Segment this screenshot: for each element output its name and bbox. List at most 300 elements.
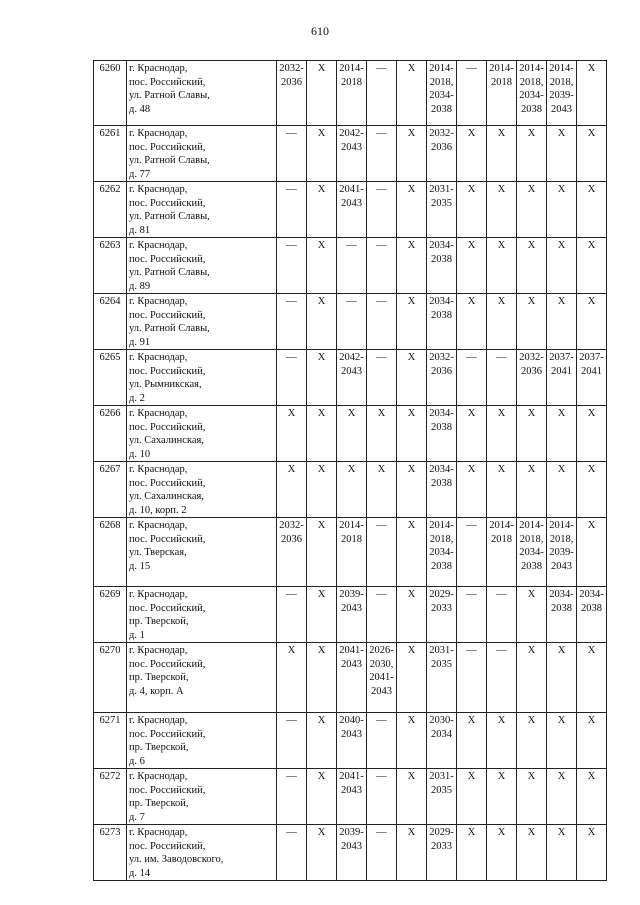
address-line: ул. Рымникская, <box>129 379 202 390</box>
address-line: пос. Российский, <box>129 533 206 545</box>
schedule-cell <box>517 126 547 182</box>
schedule-cell <box>397 713 427 769</box>
schedule-value: X <box>587 771 596 782</box>
schedule-cell <box>367 825 397 881</box>
schedule-value: 2034- <box>429 90 454 101</box>
schedule-value: 2034- <box>519 90 544 101</box>
schedule-cell <box>487 643 517 713</box>
address-line: пос. Российский, <box>129 477 206 489</box>
row-number-cell: 6270 <box>94 643 127 713</box>
schedule-cell <box>277 713 307 769</box>
schedule-cell <box>307 769 337 825</box>
schedule-value: — <box>376 184 387 195</box>
schedule-cell <box>517 350 547 406</box>
schedule-cell <box>457 294 487 350</box>
address-line: пос. Российский, <box>129 76 206 88</box>
schedule-cell <box>487 238 517 294</box>
schedule-cell <box>457 182 487 238</box>
row-number-cell: 6268 <box>94 518 127 587</box>
address-line: ул. им. Заводовского, <box>129 854 224 865</box>
schedule-cell <box>307 462 337 518</box>
row-number-cell: 6267 <box>94 462 127 518</box>
schedule-value: 2030, <box>369 658 394 670</box>
schedule-value: X <box>557 464 566 475</box>
schedule-value: — <box>376 352 387 363</box>
schedule-cell <box>307 182 337 238</box>
schedule-value: X <box>497 128 506 139</box>
schedule-cell <box>277 126 307 182</box>
schedule-value: 2035 <box>431 197 452 209</box>
schedule-value: 2036 <box>281 533 302 545</box>
schedule-value: 2014- <box>489 63 514 74</box>
address-cell <box>127 61 277 126</box>
schedule-cell <box>517 825 547 881</box>
schedule-value: X <box>347 408 356 419</box>
schedule-cell <box>427 462 457 518</box>
schedule-value: X <box>317 464 326 475</box>
schedule-cell <box>457 462 487 518</box>
schedule-cell <box>487 61 517 126</box>
row-number-cell: 6272 <box>94 769 127 825</box>
schedule-value: 2032- <box>279 520 304 531</box>
schedule-cell <box>367 238 397 294</box>
address-line: д. 10 <box>129 448 151 460</box>
schedule-value: 2031- <box>429 184 454 195</box>
address-line: пр. Тверской, <box>129 742 189 753</box>
schedule-value: 2034 <box>431 728 452 740</box>
schedule-cell <box>427 713 457 769</box>
schedule-cell <box>547 825 577 881</box>
schedule-value: 2018, <box>429 533 454 545</box>
schedule-value: 2035 <box>431 784 452 796</box>
schedule-value: X <box>527 408 536 419</box>
schedule-cell <box>427 61 457 126</box>
schedule-value: X <box>317 352 326 363</box>
schedule-value: 2043 <box>341 658 362 670</box>
schedule-cell <box>547 406 577 462</box>
schedule-cell <box>427 126 457 182</box>
schedule-cell <box>337 126 367 182</box>
schedule-value: X <box>377 464 386 475</box>
schedule-value: 2036 <box>281 76 302 88</box>
schedule-value: 2038 <box>521 103 542 115</box>
schedule-cell <box>547 350 577 406</box>
schedule-value: 2032- <box>429 352 454 363</box>
address-cell <box>127 350 277 406</box>
address-line: ул. Ратной Славы, <box>129 90 210 101</box>
schedule-value: X <box>407 296 416 307</box>
schedule-cell <box>547 713 577 769</box>
schedule-value: 2039- <box>339 827 364 838</box>
table-row <box>94 587 607 643</box>
schedule-value: — <box>376 827 387 838</box>
row-number-cell: 6260 <box>94 61 127 126</box>
schedule-cell <box>367 61 397 126</box>
schedule-value: — <box>376 240 387 251</box>
schedule-cell <box>337 587 367 643</box>
schedule-value: X <box>407 408 416 419</box>
schedule-cell <box>307 713 337 769</box>
address-line: д. 2 <box>129 392 145 404</box>
address-line: г. Краснодар, <box>129 464 188 475</box>
schedule-cell <box>577 182 607 238</box>
schedule-cell <box>337 518 367 587</box>
table-row <box>94 294 607 350</box>
schedule-value: X <box>557 240 566 251</box>
schedule-value: 2038 <box>431 103 452 115</box>
address-cell <box>127 825 277 881</box>
schedule-cell <box>487 294 517 350</box>
schedule-value: — <box>496 645 507 656</box>
schedule-value: 2034- <box>429 464 454 475</box>
schedule-value: X <box>497 715 506 726</box>
schedule-cell <box>547 61 577 126</box>
schedule-value: 2032- <box>519 352 544 363</box>
schedule-value: X <box>527 715 536 726</box>
schedule-value: 2034- <box>549 589 574 600</box>
schedule-value: 2039- <box>339 589 364 600</box>
schedule-cell <box>277 825 307 881</box>
address-line: пос. Российский, <box>129 141 206 153</box>
schedule-cell <box>577 643 607 713</box>
schedule-value: — <box>286 184 297 195</box>
address-line: г. Краснодар, <box>129 771 188 782</box>
address-line: д. 81 <box>129 224 151 236</box>
schedule-cell <box>577 587 607 643</box>
schedule-value: 2034- <box>429 240 454 251</box>
table-row <box>94 126 607 182</box>
schedule-value: 2030- <box>429 715 454 726</box>
address-line: пр. Тверской, <box>129 672 189 683</box>
schedule-value: — <box>466 645 477 656</box>
schedule-value: — <box>286 827 297 838</box>
schedule-cell <box>367 518 397 587</box>
schedule-value: 2018, <box>429 76 454 88</box>
schedule-value: X <box>557 184 566 195</box>
schedule-cell <box>427 587 457 643</box>
schedule-value: X <box>497 296 506 307</box>
address-line: д. 6 <box>129 755 145 767</box>
address-line: д. 15 <box>129 560 151 572</box>
schedule-value: X <box>497 464 506 475</box>
schedule-value: 2038 <box>431 560 452 572</box>
schedule-value: 2038 <box>521 560 542 572</box>
schedule-value: 2043 <box>341 784 362 796</box>
schedule-cell <box>397 587 427 643</box>
schedule-value: X <box>407 771 416 782</box>
schedule-value: X <box>407 645 416 656</box>
address-line: ул. Тверская, <box>129 547 187 558</box>
schedule-value: 2034- <box>429 547 454 558</box>
schedule-value: X <box>527 771 536 782</box>
schedule-cell <box>277 294 307 350</box>
schedule-value: X <box>467 464 476 475</box>
schedule-value: X <box>317 408 326 419</box>
schedule-cell <box>427 294 457 350</box>
schedule-value: — <box>286 771 297 782</box>
schedule-value: 2043 <box>551 103 572 115</box>
schedule-cell <box>277 518 307 587</box>
address-line: д. 10, корп. 2 <box>129 504 187 516</box>
schedule-value: X <box>407 827 416 838</box>
schedule-cell <box>517 182 547 238</box>
schedule-cell <box>517 406 547 462</box>
schedule-value: 2041- <box>369 672 394 683</box>
schedule-value: 2014- <box>339 520 364 531</box>
table-row <box>94 643 607 713</box>
schedule-value: X <box>497 184 506 195</box>
address-line: г. Краснодар, <box>129 296 188 307</box>
table-row <box>94 182 607 238</box>
schedule-value: X <box>317 240 326 251</box>
row-number-cell: 6269 <box>94 587 127 643</box>
schedule-value: X <box>527 464 536 475</box>
address-line: д. 14 <box>129 867 151 879</box>
schedule-cell <box>547 462 577 518</box>
schedule-cell <box>457 61 487 126</box>
address-cell <box>127 643 277 713</box>
schedule-value: 2041- <box>339 771 364 782</box>
schedule-cell <box>577 294 607 350</box>
schedule-cell <box>367 587 397 643</box>
schedule-cell <box>397 61 427 126</box>
schedule-value: 2037- <box>549 352 574 363</box>
schedule-value: 2043 <box>341 728 362 740</box>
schedule-cell <box>517 769 547 825</box>
schedule-cell <box>517 462 547 518</box>
schedule-cell <box>457 713 487 769</box>
schedule-cell <box>367 294 397 350</box>
schedule-value: 2043 <box>341 840 362 852</box>
schedule-cell <box>277 587 307 643</box>
schedule-value: X <box>467 184 476 195</box>
schedule-value: 2043 <box>341 602 362 614</box>
address-line: пос. Российский, <box>129 197 206 209</box>
schedule-value: X <box>407 63 416 74</box>
schedule-cell <box>397 126 427 182</box>
schedule-cell <box>427 182 457 238</box>
schedule-value: 2026- <box>369 645 394 656</box>
schedule-cell <box>577 769 607 825</box>
schedule-value: X <box>377 408 386 419</box>
schedule-cell <box>307 294 337 350</box>
schedule-value: 2039- <box>549 547 574 558</box>
schedule-cell <box>397 825 427 881</box>
address-line: д. 1 <box>129 629 145 641</box>
schedule-value: 2033 <box>431 602 452 614</box>
schedule-value: 2037- <box>579 352 604 363</box>
schedule-value: 2014- <box>339 63 364 74</box>
schedule-value: 2014- <box>519 520 544 531</box>
schedule-value: 2018 <box>341 76 362 88</box>
schedule-cell <box>457 406 487 462</box>
schedule-value: X <box>467 408 476 419</box>
schedule-value: X <box>467 128 476 139</box>
schedule-cell <box>337 643 367 713</box>
address-line: ул. Ратной Славы, <box>129 267 210 278</box>
schedule-value: — <box>286 352 297 363</box>
schedule-value: 2014- <box>429 520 454 531</box>
schedule-cell <box>367 769 397 825</box>
schedule-cell <box>367 406 397 462</box>
schedule-value: 2040- <box>339 715 364 726</box>
schedule-cell <box>577 126 607 182</box>
schedule-cell <box>577 350 607 406</box>
schedule-cell <box>367 126 397 182</box>
address-line: ул. Ратной Славы, <box>129 323 210 334</box>
address-cell <box>127 182 277 238</box>
schedule-value: X <box>467 715 476 726</box>
address-line: пос. Российский, <box>129 602 206 614</box>
schedule-value: — <box>376 771 387 782</box>
schedule-cell <box>277 643 307 713</box>
schedule-value: — <box>286 240 297 251</box>
schedule-cell <box>457 769 487 825</box>
address-cell <box>127 518 277 587</box>
schedule-cell <box>547 643 577 713</box>
schedule-value: 2031- <box>429 645 454 656</box>
table-row <box>94 518 607 587</box>
row-number-cell: 6266 <box>94 406 127 462</box>
schedule-value: 2032- <box>279 63 304 74</box>
schedule-cell <box>397 643 427 713</box>
schedule-value: X <box>557 408 566 419</box>
schedule-cell <box>337 462 367 518</box>
schedule-cell <box>457 643 487 713</box>
schedule-value: — <box>286 715 297 726</box>
address-line: д. 89 <box>129 280 151 292</box>
schedule-value: X <box>527 589 536 600</box>
schedule-cell <box>547 587 577 643</box>
schedule-value: X <box>407 464 416 475</box>
schedule-value: 2036 <box>431 141 452 153</box>
address-cell <box>127 462 277 518</box>
schedule-value: — <box>466 63 477 74</box>
building-repair-schedule-table <box>93 60 607 881</box>
schedule-cell <box>307 518 337 587</box>
schedule-value: X <box>407 589 416 600</box>
schedule-value: X <box>347 464 356 475</box>
schedule-cell <box>487 825 517 881</box>
address-line: ул. Ратной Славы, <box>129 211 210 222</box>
schedule-value: — <box>376 520 387 531</box>
address-line: ул. Сахалинская, <box>129 491 205 502</box>
schedule-cell <box>547 294 577 350</box>
schedule-value: 2018, <box>519 76 544 88</box>
schedule-cell <box>427 643 457 713</box>
schedule-cell <box>337 406 367 462</box>
schedule-value: — <box>346 240 357 251</box>
schedule-cell <box>397 769 427 825</box>
schedule-cell <box>547 238 577 294</box>
table-row <box>94 238 607 294</box>
schedule-cell <box>517 61 547 126</box>
schedule-cell <box>367 182 397 238</box>
schedule-cell <box>427 518 457 587</box>
address-cell <box>127 238 277 294</box>
schedule-cell <box>457 587 487 643</box>
address-line: пос. Российский, <box>129 658 206 670</box>
schedule-value: 2043 <box>551 560 572 572</box>
schedule-cell <box>547 182 577 238</box>
page-number: 610 <box>311 24 329 38</box>
schedule-cell <box>277 769 307 825</box>
address-line: г. Краснодар, <box>129 715 188 726</box>
schedule-cell <box>487 769 517 825</box>
schedule-value: 2031- <box>429 771 454 782</box>
schedule-cell <box>487 126 517 182</box>
schedule-value: — <box>376 589 387 600</box>
schedule-cell <box>337 825 367 881</box>
address-line: д. 77 <box>129 168 151 180</box>
schedule-value: X <box>467 296 476 307</box>
schedule-cell <box>577 238 607 294</box>
schedule-cell <box>487 713 517 769</box>
schedule-value: — <box>466 352 477 363</box>
schedule-cell <box>277 350 307 406</box>
address-line: пос. Российский, <box>129 253 206 265</box>
row-number-cell: 6262 <box>94 182 127 238</box>
schedule-value: X <box>317 589 326 600</box>
schedule-value: 2043 <box>371 685 392 697</box>
address-line: г. Краснодар, <box>129 589 188 600</box>
schedule-value: 2043 <box>341 365 362 377</box>
schedule-cell <box>427 406 457 462</box>
address-line: г. Краснодар, <box>129 128 188 139</box>
schedule-value: X <box>317 296 326 307</box>
schedule-value: X <box>587 715 596 726</box>
table-row <box>94 61 607 126</box>
schedule-cell <box>427 350 457 406</box>
schedule-value: 2041- <box>339 184 364 195</box>
schedule-cell <box>457 518 487 587</box>
schedule-cell <box>487 182 517 238</box>
table-row <box>94 769 607 825</box>
schedule-cell <box>457 825 487 881</box>
schedule-cell <box>307 825 337 881</box>
schedule-value: X <box>407 715 416 726</box>
schedule-value: X <box>527 296 536 307</box>
schedule-value: 2014- <box>429 63 454 74</box>
table-row <box>94 825 607 881</box>
address-line: г. Краснодар, <box>129 520 188 531</box>
schedule-cell <box>337 350 367 406</box>
schedule-cell <box>397 294 427 350</box>
schedule-value: 2018 <box>341 533 362 545</box>
schedule-cell <box>457 126 487 182</box>
address-line: пр. Тверской, <box>129 798 189 809</box>
schedule-value: 2018, <box>549 76 574 88</box>
address-line: г. Краснодар, <box>129 184 188 195</box>
schedule-value: X <box>317 827 326 838</box>
schedule-value: X <box>587 827 596 838</box>
table-row <box>94 713 607 769</box>
schedule-value: 2014- <box>519 63 544 74</box>
schedule-value: X <box>317 715 326 726</box>
schedule-value: 2043 <box>341 197 362 209</box>
schedule-value: — <box>496 352 507 363</box>
schedule-value: X <box>407 352 416 363</box>
schedule-value: — <box>286 128 297 139</box>
schedule-value: — <box>346 296 357 307</box>
address-line: г. Краснодар, <box>129 827 188 838</box>
address-line: д. 48 <box>129 103 151 115</box>
row-number-cell: 6273 <box>94 825 127 881</box>
schedule-value: 2029- <box>429 827 454 838</box>
schedule-value: 2038 <box>431 477 452 489</box>
schedule-value: X <box>587 63 596 74</box>
schedule-cell <box>277 182 307 238</box>
